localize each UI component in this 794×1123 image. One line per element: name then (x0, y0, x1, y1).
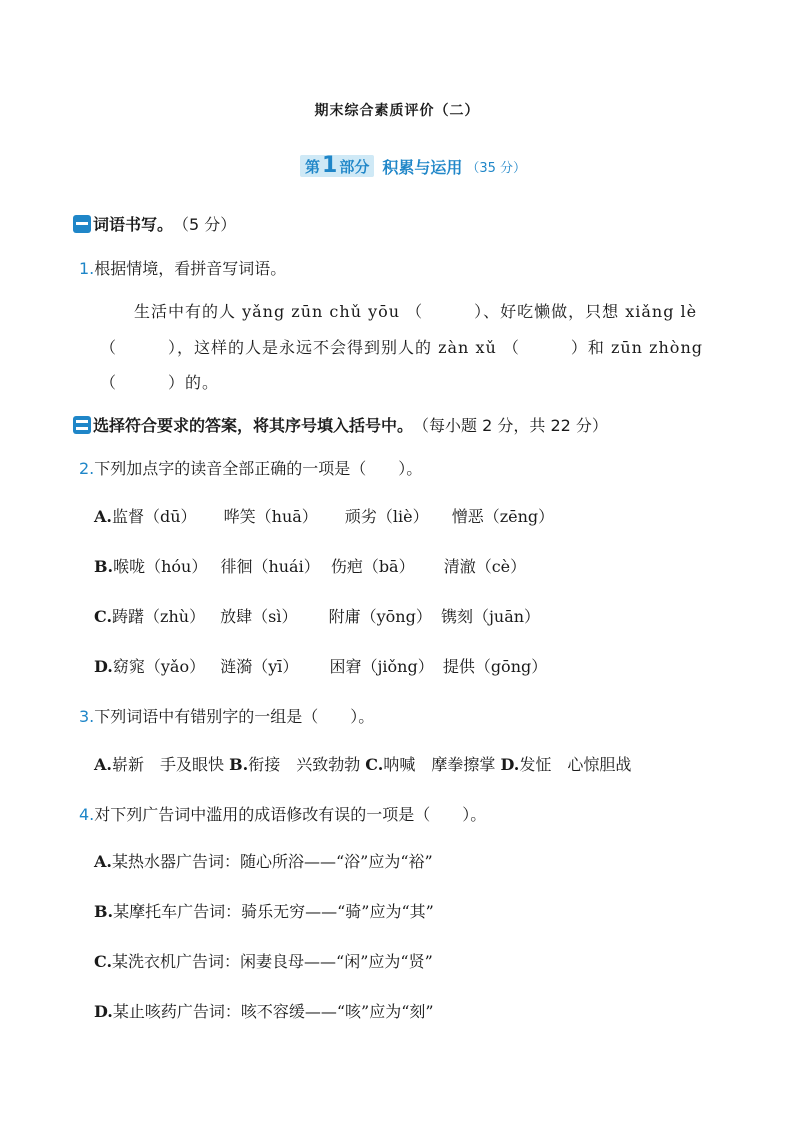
option-letter: C. (94, 607, 113, 626)
section-two-icon (73, 416, 91, 434)
q3-options (94, 752, 631, 775)
option-item: 窈窕（yǎo） (112, 657, 206, 676)
question-text: 下列加点字的读音全部正确的一项是（ ）。 (94, 459, 423, 478)
q1-line-1: 生活中有的人 yǎng zūn chǔ yōu （ ）、好吃懒做，只想 xiǎng lè (134, 302, 698, 321)
part-badge (300, 155, 374, 177)
option-text: 衔接 兴致勃勃 (248, 755, 361, 774)
part-name: 积累与运用 (382, 157, 463, 177)
option-letter: A. (94, 852, 112, 871)
option-item: 镌刻（juān） (440, 607, 541, 626)
q4-option-c (94, 949, 433, 972)
q4-option-a (94, 849, 433, 872)
option-text: 某摩托车广告词：骑乐无穷——“骑”应为“其” (113, 902, 434, 921)
option-letter: D. (500, 755, 520, 774)
option-item: 附庸（yōng） (328, 607, 432, 626)
q4-option-d (94, 999, 434, 1022)
q1-line-3: （ ）的。 (100, 373, 220, 392)
option-item: 憎恶（zēng） (451, 507, 555, 526)
page-title: 期末综合素质评价（二） (314, 103, 480, 119)
q2-option-a (94, 504, 554, 527)
question-number: 3. (79, 707, 95, 726)
q4-option-b (94, 899, 434, 922)
part-suffix: 部分 (339, 157, 370, 176)
option-item: 困窘（jiǒng） (329, 657, 434, 676)
option-item: 喉咙（hóu） (113, 557, 208, 576)
option-letter: A. (94, 755, 112, 774)
part-prefix: 第 (305, 157, 321, 176)
q1-line-2: （ ），这样的人是永远不会得到别人的 zàn xǔ （ ）和 zūn zhòng (100, 338, 703, 357)
option-letter: B. (94, 902, 114, 921)
option-text: 某止咳药广告词：咳不容缓——“咳”应为“刻” (112, 1002, 434, 1021)
q2-option-c (94, 604, 540, 627)
question-4 (79, 802, 486, 825)
section-one-score: （5 分） (173, 215, 237, 234)
option-item: 徘徊（huái） (220, 557, 320, 576)
option-letter: B. (229, 755, 249, 774)
option-letter: A. (94, 507, 112, 526)
question-3 (79, 704, 374, 727)
option-text: 某洗衣机广告词：闲妻良母——“闲”应为“贤” (112, 952, 433, 971)
option-item: 清澈（cè） (443, 557, 527, 576)
option-letter: D. (94, 1002, 113, 1021)
question-number: 2. (79, 459, 95, 478)
section-two-title: 选择符合要求的答案，将其序号填入括号中。 (93, 416, 414, 435)
option-item: 提供（gōng） (442, 657, 548, 676)
question-1 (79, 256, 286, 279)
section-two-header (73, 413, 608, 436)
option-text: 某热水器广告词：随心所浴——“浴”应为“裕” (111, 852, 433, 871)
option-letter: D. (94, 657, 113, 676)
option-item: 踌躇（zhù） (112, 607, 206, 626)
question-text: 根据情境，看拼音写词语。 (94, 259, 287, 278)
option-text: 发怔 心惊胆战 (519, 755, 632, 774)
section-two-score: （每小题 2 分，共 22 分） (413, 416, 608, 435)
question-2 (79, 456, 422, 479)
part-score: （35 分） (466, 160, 527, 176)
option-item: 哗笑（huā） (223, 507, 318, 526)
option-text: 呐喊 摩拳擦掌 (383, 755, 496, 774)
option-item: 顽劣（liè） (344, 507, 429, 526)
question-text: 对下列广告词中滥用的成语修改有误的一项是（ ）。 (94, 805, 487, 824)
option-item: 放肆（sì） (220, 607, 298, 626)
question-text: 下列词语中有错别字的一组是（ ）。 (94, 707, 375, 726)
option-letter: C. (365, 755, 384, 774)
option-text: 崭新 手及眼快 (111, 755, 224, 774)
q2-option-d (94, 654, 547, 677)
q2-option-b (94, 554, 526, 577)
question-number: 4. (79, 805, 95, 824)
question-number: 1. (79, 259, 95, 278)
part-header (300, 153, 526, 179)
option-item: 监督（dū） (111, 507, 197, 526)
section-one-icon (73, 215, 91, 233)
section-one-header (73, 212, 236, 235)
part-number: 1 (322, 153, 338, 178)
option-item: 涟漪（yī） (220, 657, 299, 676)
option-item: 伤疤（bā） (330, 557, 415, 576)
option-letter: C. (94, 952, 113, 971)
section-one-title: 词语书写。 (93, 215, 174, 234)
option-letter: B. (94, 557, 114, 576)
